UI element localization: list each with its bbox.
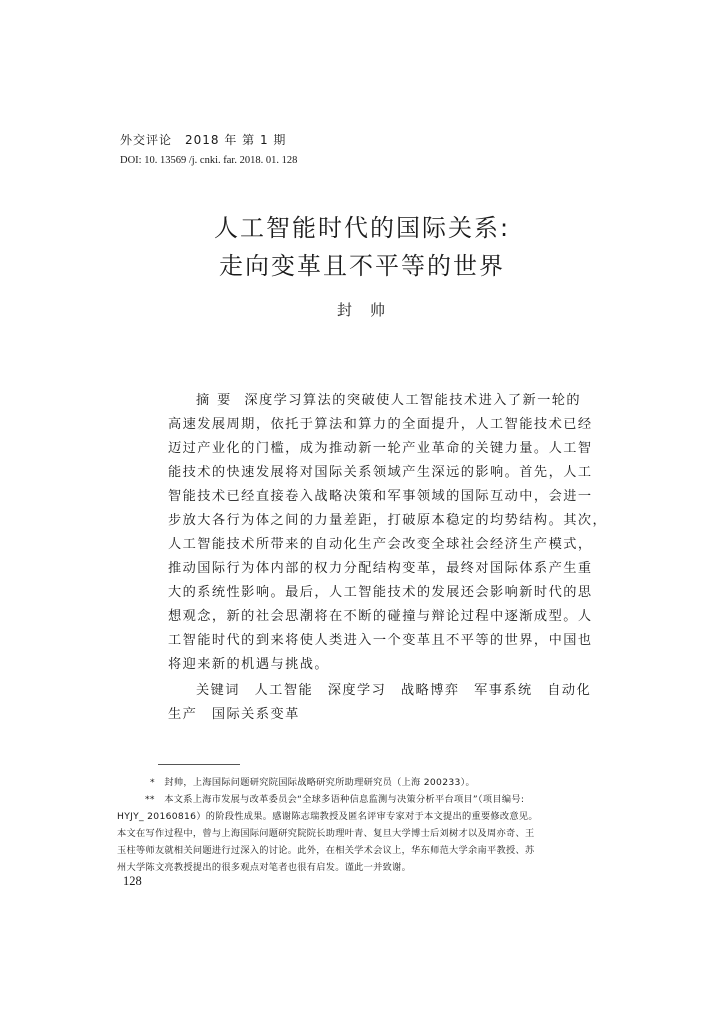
footnote-line: ** 本文系上海市发展与改革委员会“全球多语种信息监测与决策分析平台项目”（项目编号: [145,794,525,805]
abstract-first-line [196,389,581,408]
abstract-line: 深度学习算法的突破使人工智能技术进入了新一轮的 [244,393,582,408]
abstract-line: 大的系统性影响。最后，人工智能技术的发展还会影响新时代的思 [168,585,593,600]
article-title-line-1: 人工智能时代的国际关系: [213,214,511,242]
footnote-divider [158,764,240,765]
footnote-line: 州大学陈文亮教授提出的很多观点对笔者也很有启发。谨此一并致谢。 [117,862,412,873]
journal-header: 外交评论 2018 年 第 1 期 [120,133,287,147]
footnote-line: 本文在写作过程中，曾与上海国际问题研究院院长助理叶青、复旦大学博士后刘树才以及周亦奇、王 [117,828,535,839]
keywords-line-1: 关键词 人工智能 深度学习 战略博弈 军事系统 自动化 [196,683,592,698]
abstract-line: 人工智能技术所带来的自动化生产会改变全球社会经济生产模式， [168,537,593,552]
abstract-line: 将迎来新的机遇与挑战。 [168,657,330,672]
author-name: 封帅 [336,301,403,319]
footnote-line: HYJY_ 20160816）的阶段性成果。感谢陈志瑞教授及匿名评审专家对于本文提出的重要修改意见。 [117,811,538,822]
abstract-line: 智能技术已经直接卷入战略决策和军事领域的国际互动中，会进一 [168,489,593,504]
abstract-line: 高速发展周期，依托于算法和算力的全面提升，人工智能技术已经 [168,417,593,432]
abstract-line: 想观念，新的社会思潮将在不断的碰撞与辩论过程中逐渐成型。人 [168,609,593,624]
doi-line: DOI: 10. 13569 /j. cnki. far. 2018. 01. 128 [120,155,298,166]
abstract-line: 迈过产业化的门槛，成为推动新一轮产业革命的关键力量。人工智 [168,441,593,456]
abstract-line: 工智能时代的到来将使人类进入一个变革且不平等的世界，中国也 [168,633,593,648]
page-number: 128 [123,874,142,888]
footnote-line: 玉柱等师友就相关问题进行过深入的讨论。此外，在相关学术会议上，华东师范大学余南平教授、苏 [117,845,535,856]
abstract-line: 推动国际行为体内部的权力分配结构变革，最终对国际体系产生重 [168,561,593,576]
article-title-line-2: 走向变革且不平等的世界 [219,252,505,280]
footnote-line: * 封帅，上海国际问题研究院国际战略研究所助理研究员（上海 200233）。 [150,777,476,788]
abstract-label: 摘要 [196,393,239,408]
abstract-line: 步放大各行为体之间的力量差距，打破原本稳定的均势结构。其次， [168,513,608,528]
keywords-line-2: 生产 国际关系变革 [168,707,300,722]
abstract-line: 能技术的快速发展将对国际关系领域产生深远的影响。首先，人工 [168,465,593,480]
